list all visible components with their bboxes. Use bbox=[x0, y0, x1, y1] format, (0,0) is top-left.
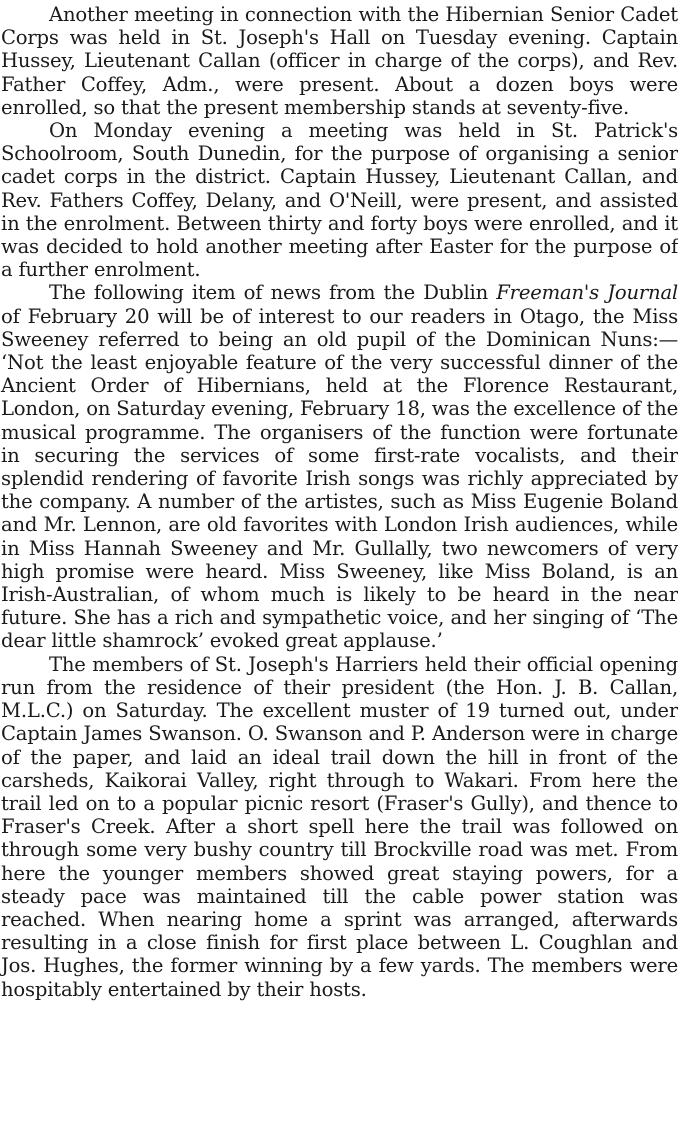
paragraph-freemans-journal-item bbox=[1, 281, 678, 652]
paragraph-text: The following item of news from the Dublin bbox=[49, 281, 497, 305]
paragraph-harriers-opening-run bbox=[1, 653, 678, 1001]
paragraph-cadet-corps-meeting bbox=[1, 3, 678, 119]
paragraph-text: On Monday evening a meeting was held in St. Patrick's Schoolroom, South Dunedin, for the purpose of organising a senior cadet corps in the district. Captain Hussey, Lieutenant Callan, and Rev. Fathers Coffey, Delany, and O'Neill, were present, and assisted in the enrolment. Between thirty and forty boys were enrolled, and it was decided to hold another meeting after Easter for the purpose of a further enrolment. bbox=[1, 119, 678, 282]
paragraph-text: of February 20 will be of interest to our readers in Otago, the Miss Sweeney referred to being an old pupil of the Dominican Nuns:— ‘Not the least enjoyable feature of the very successful dinner of the Ancient Order of Hibernians, held at the Florence Restaurant, London, on Saturday evening, February 18, was the excellence of the musical programme. The organisers of the function were fortunate in securing the services of some first-rate vocalists, and their splendid rendering of favorite Irish songs was richly appreciated by the company. A number of the artistes, such as Miss Eugenie Boland and Mr. Lennon, are old favorites with London Irish audiences, while in Miss Hannah Sweeney and Mr. Gullally, two newcomers of very high promise were heard. Miss Sweeney, like Miss Boland, is an Irish-Australian, of whom much is likely to be heard in the near future. She has a rich and sympathetic voice, and her singing of ‘The dear little shamrock’ evoked great applause.’ bbox=[1, 304, 678, 653]
journal-title: Freeman's Journal bbox=[496, 281, 678, 305]
paragraph-south-dunedin-meeting bbox=[1, 119, 678, 281]
paragraph-text: The members of St. Joseph's Harriers held their official opening run from the residence of their president (the Hon. J. B. Callan, M.L.C.) on Saturday. The excellent muster of 19 turned out, under Captain James Swanson. O. Swanson and P. Anderson were in charge of the paper, and laid an ideal trail down the hill in front of the carsheds, Kaikorai Valley, right through to Wakari. From here the trail led on to a popular picnic resort (Fraser's Gully), and thence to Fraser's Creek. After a short spell here the trail was followed on through some very bushy country till Brockville road was met. From here the younger members showed great staying powers, for a steady pace was maintained till the cable power station was reached. When nearing home a sprint was arranged, afterwards resulting in a close finish for first place between L. Coughlan and Jos. Hughes, the former winning by a few yards. The members were hospitably entertained by their hosts. bbox=[1, 652, 678, 1001]
paragraph-text: Another meeting in connection with the Hibernian Senior Cadet Corps was held in St. Joseph's Hall on Tuesday evening. Captain Hussey, Lieutenant Callan (officer in charge of the corps), and Rev. Father Coffey, Adm., were present. About a dozen boys were enrolled, so that the present membership stands at seventy-five. bbox=[1, 3, 678, 119]
